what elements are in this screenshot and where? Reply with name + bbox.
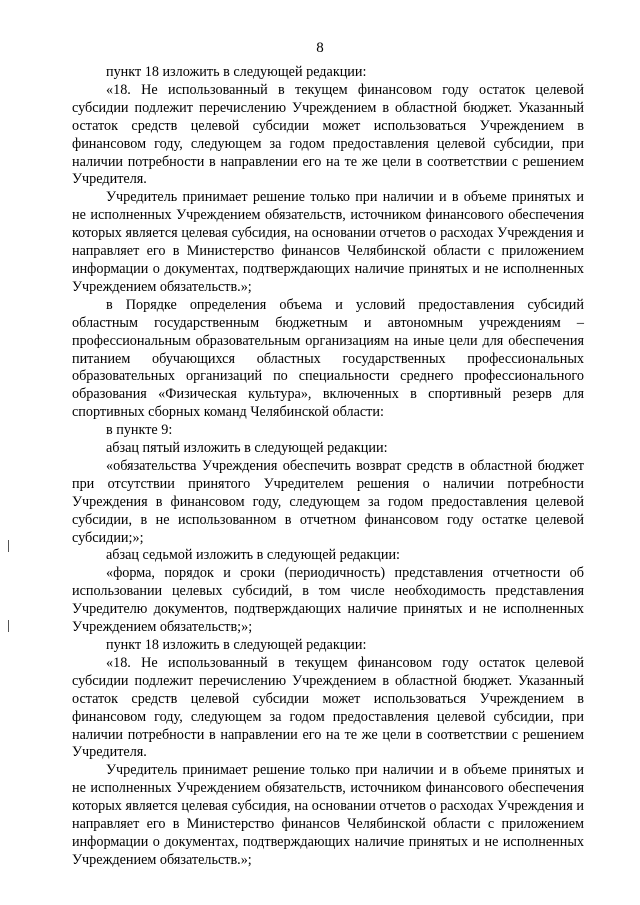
paragraph: абзац седьмой изложить в следующей редакции: — [106, 547, 401, 564]
paragraph: абзац пятый изложить в следующей редакции: — [106, 440, 388, 457]
paragraph: в Порядке определения объема и условий предоставления субсидий областным государственным бюджетным и автономным учреждениям – профессиональным образовательным организациям на иные цели для обеспечения питанием обучающихся областных государственных профессиональных образовательных организаций по специальности среднего профессионального образования «Физическая культура», включенных в спортивный резерв для спортивных сборных команд Челябинской области: — [72, 296, 584, 421]
document-body — [72, 64, 584, 870]
paragraph: пункт 18 изложить в следующей редакции: — [106, 637, 367, 653]
paragraph: пункт 18 изложить в следующей редакции: — [106, 64, 367, 80]
paragraph: «18. Не использованный в текущем финансовом году остаток целевой субсидии подлежит перечислению Учреждением в областной бюджет. Указанный остаток средств целевой субсидии может использоваться Учреждением в финансовом году, следующем за годом предоставления целевой субсидии, при наличии потребности в направлении его на те же цели в соответствии с решением Учредителя. — [72, 654, 584, 761]
page-number: 8 — [316, 40, 324, 56]
margin-mark — [8, 540, 9, 552]
paragraph: «обязательства Учреждения обеспечить возврат средств в областной бюджет при отсутствии принятого Учредителем решения о наличии потребности Учреждения в финансовом году, следующем за годом предоставления целевой субсидии, в не использованном в отчетном финансовом году остатке целевой субсидии;»; — [72, 457, 584, 546]
paragraph: Учредитель принимает решение только при наличии и в объеме принятых и не исполненных Учреждением обязательств, источником финансового обеспечения которых является целевая субсидия, на основании отчетов о расходах Учреждения и направляет его в Министерство финансов Челябинской области с приложением информации о документах, подтверждающих наличие принятых и не исполненных Учреждением обязательств.»; — [72, 189, 584, 295]
paragraph: «форма, порядок и сроки (периодичность) представления отчетности об использовании целевых субсидий, в том числе необходимость представления Учредителю документов, подтверждающих наличие принятых и не исполненных Учреждением обязательств;»; — [72, 565, 584, 636]
paragraph: «18. Не использованный в текущем финансовом году остаток целевой субсидии подлежит перечислению Учреждением в областной бюджет. Указанный остаток средств целевой субсидии может использоваться Учреждением в финансовом году, следующем за годом предоставления целевой субсидии, при наличии потребности в направлении его на те же цели в соответствии с решением Учредителя. — [72, 81, 584, 188]
paragraph: Учредитель принимает решение только при наличии и в объеме принятых и не исполненных Учреждением обязательств, источником финансового обеспечения которых является целевая субсидия, на основании отчетов о расходах Учреждения и направляет его в Министерство финансов Челябинской области с приложением информации о документах, подтверждающих наличие принятых и не исполненных Учреждением обязательств.»; — [72, 762, 584, 868]
margin-mark — [8, 620, 9, 632]
paragraph: в пункте 9: — [106, 422, 173, 439]
